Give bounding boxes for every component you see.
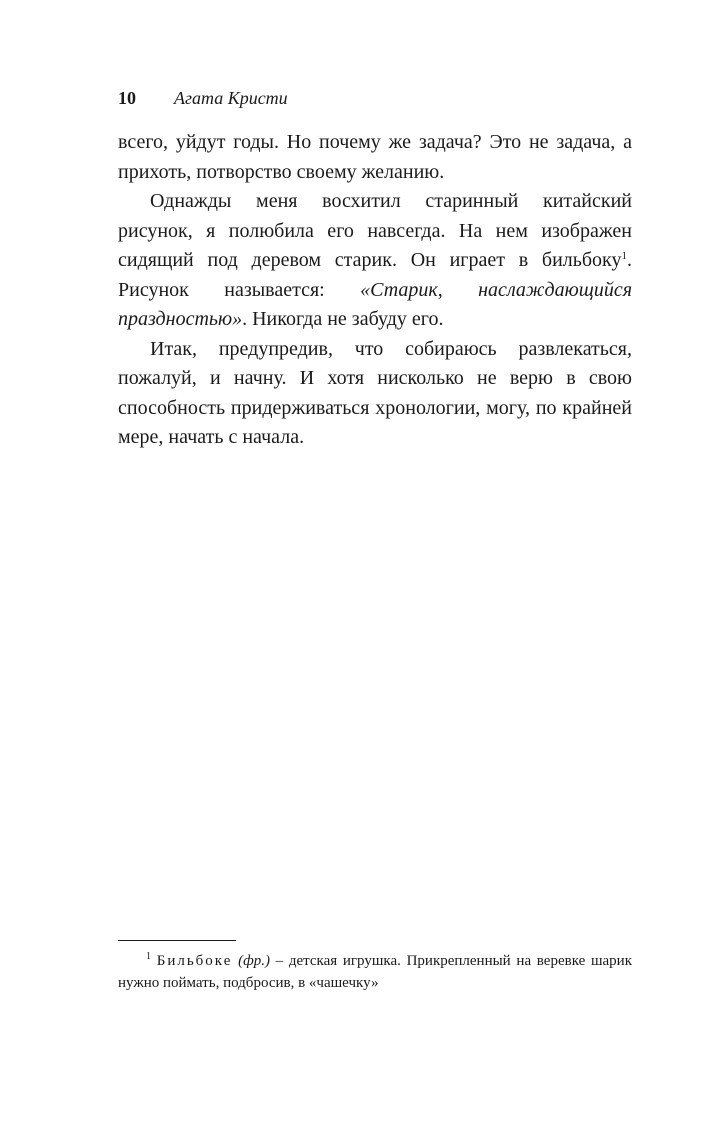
footnote — [118, 950, 632, 994]
paragraph-2 — [118, 187, 632, 335]
running-head-title: Агата Кристи — [174, 88, 288, 108]
paragraph-3 — [118, 335, 632, 453]
paragraph-1 — [118, 128, 632, 187]
paragraph-3-text: Итак, предупредив, что собираюсь развлекаться, пожалуй, и начну. И хотя нисколько не верю в свою способность придерживаться хронологии, могу, по крайней мере, начать с начала. — [118, 337, 632, 448]
page-number: 10 — [118, 88, 136, 108]
footnote-text: – детская игрушка. Прикрепленный на веревке шарик нужно поймать, подбросив, в «чашечку» — [118, 953, 632, 991]
paragraph-2-text-c: . Никогда не забуду его. — [242, 308, 444, 330]
painting-title: «Старик, наслаждающийся праздностью» — [118, 278, 632, 330]
footnote-reference[interactable]: 1 — [621, 250, 627, 262]
footnote-abbr: (фр.) — [238, 953, 270, 969]
footnote-mark: 1 — [146, 951, 151, 962]
footnote-term: Бильбоке — [156, 953, 233, 969]
paragraph-2-text-a: Однажды меня восхитил старинный китайский рисунок, я полюбила его навсегда. На нем изображен сидящий под деревом старик. Он играет в бильбоку — [118, 190, 632, 271]
footnote-divider — [118, 940, 236, 941]
paragraph-1-text: всего, уйдут годы. Но почему же задача? Это не задача, а прихоть, потворство своему желанию. — [118, 131, 632, 183]
running-header — [118, 88, 288, 116]
paragraph-2-text-b: . Рисунок называется: — [118, 249, 632, 301]
main-text — [118, 128, 632, 453]
